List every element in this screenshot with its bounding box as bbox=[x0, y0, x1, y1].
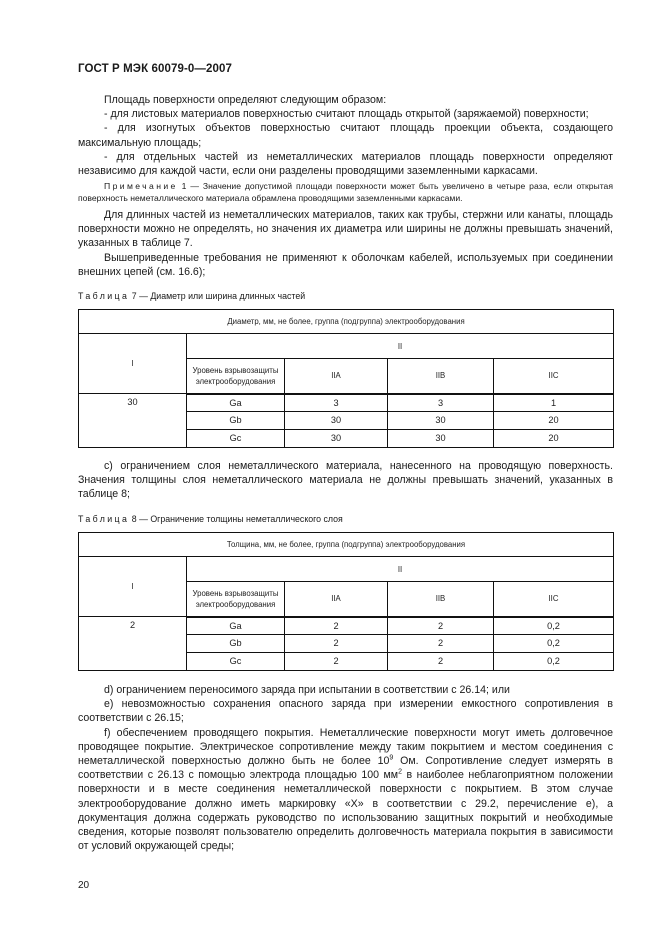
item-e-paragraph: е) невозможностью сохранения опасного заряда при измерении емкостного сопротивления в соответствии с 26.15; bbox=[78, 698, 613, 725]
table7-cell: 20 bbox=[494, 412, 614, 430]
note-1 bbox=[78, 180, 613, 204]
item-f-text-1: f) обеспечением проводящего покрытия. Неметаллические поверхности могут иметь долговечное проводящее покрытие. Электрическое сопротивление между таким покрытием и местом соединения с неметаллической поверхностью должно быть не более 10 bbox=[78, 726, 613, 768]
note-label: Примечание bbox=[104, 181, 178, 191]
table7-caption bbox=[78, 291, 305, 301]
table7-caption-label: Таблица bbox=[78, 291, 130, 301]
table7-subgroup-IIB: IIB bbox=[388, 359, 494, 394]
intro-bullet-sheet: - для листовых материалов поверхностью считают площадь открытой (заряжаемой) поверхности; bbox=[104, 108, 589, 121]
table8-cell: 0,2 bbox=[494, 617, 614, 635]
table-row bbox=[79, 394, 614, 412]
table7-cell: 30 bbox=[388, 412, 494, 430]
item-f-paragraph bbox=[78, 726, 613, 854]
table8-cell: 0,2 bbox=[494, 635, 614, 653]
item-c-section bbox=[78, 459, 613, 502]
table8-header: Толщина, мм, не более, группа (подгруппа) электрооборудования bbox=[79, 533, 614, 557]
table8-group-I: I bbox=[79, 557, 187, 617]
table-row bbox=[79, 617, 614, 635]
table7-caption-text: 7 — Диаметр или ширина длинных частей bbox=[129, 291, 306, 301]
items-d-e-f-section bbox=[78, 683, 613, 853]
table7-level: Gc bbox=[187, 430, 285, 448]
table8-cell: 2 bbox=[285, 635, 388, 653]
item-f-unit-superscript: 2 bbox=[398, 768, 402, 776]
table7-cell: 30 bbox=[388, 430, 494, 448]
table8-group-II: II bbox=[187, 557, 614, 582]
item-c-paragraph: с) ограничением слоя неметаллического материала, нанесенного на проводящую поверхность. Значения толщины слоя неметаллического материала не должны превышать значений, указанных в таблице 8; bbox=[78, 460, 613, 501]
table7-level: Gb bbox=[187, 412, 285, 430]
table8-subgroup-IIB: IIB bbox=[388, 582, 494, 617]
table8-level: Gb bbox=[187, 635, 285, 653]
table7-cell: 30 bbox=[285, 430, 388, 448]
cable-sheath-paragraph: Вышеприведенные требования не применяют к оболочкам кабелей, используемых при соединении внешних цепей (см. 16.6); bbox=[78, 251, 613, 278]
long-parts-section bbox=[78, 208, 613, 279]
table8-caption-text: 8 — Ограничение толщины неметаллического слоя bbox=[129, 514, 343, 524]
table7-cell: 3 bbox=[285, 394, 388, 412]
table-8 bbox=[78, 532, 614, 671]
table7-group-II: II bbox=[187, 334, 614, 359]
note-text: 1 — Значение допустимой площади поверхности может быть увеличено в четыре раза, если открытая поверхность неметаллического материала обрамлена проводящими заземленными каркасами. bbox=[78, 181, 613, 204]
intro-section bbox=[78, 93, 613, 178]
intro-paragraph: Площадь поверхности определяют следующим образом: bbox=[104, 94, 387, 106]
table8-cell: 2 bbox=[285, 617, 388, 635]
intro-bullet-curved: - для изогнутых объектов поверхностью считают площадь проекции объекта, создающего максимальную площадь; bbox=[78, 122, 613, 149]
table8-cell: 0,2 bbox=[494, 653, 614, 671]
item-f-text-3: в наиболее неблагоприятном положении поверхности и в месте соединения неметаллической поверхности с покрытием. В этом случае электрооборудование должно иметь маркировку «X» в соответствии с 29.2, перечисление е), а документация должна содержать руководство по использованию защитных покрытий и необходимые сведения, которые позволят пользователю определить долговечность материала покрытия в зависимости от условий окружающей среды; bbox=[78, 769, 614, 853]
table8-level: Gc bbox=[187, 653, 285, 671]
item-f-exponent: 9 bbox=[389, 754, 394, 762]
table7-group-I-value: 30 bbox=[79, 394, 187, 448]
table7-cell: 3 bbox=[388, 394, 494, 412]
table8-level: Ga bbox=[187, 617, 285, 635]
table-7 bbox=[78, 309, 614, 448]
table7-subgroup-IIC: IIC bbox=[494, 359, 614, 394]
document-header: ГОСТ Р МЭК 60079-0—2007 bbox=[78, 63, 232, 75]
table8-level-header: Уровень взрывозащиты электрооборудования bbox=[187, 582, 285, 617]
table8-caption bbox=[78, 514, 343, 524]
table7-subgroup-IIA: IIA bbox=[285, 359, 388, 394]
table8-subgroup-IIA: IIA bbox=[285, 582, 388, 617]
table8-subgroup-IIC: IIC bbox=[494, 582, 614, 617]
item-d-paragraph: d) ограничением переносимого заряда при испытании в соответствии с 26.14; или bbox=[104, 684, 510, 696]
page-number: 20 bbox=[78, 880, 90, 891]
table8-cell: 2 bbox=[388, 653, 494, 671]
long-parts-paragraph: Для длинных частей из неметаллических материалов, таких как трубы, стержни или канаты, площадь поверхности можно не определять, но значения их диаметра или ширины не должны превышать значений, указанных в таблице 7. bbox=[78, 209, 613, 250]
table8-cell: 2 bbox=[388, 617, 494, 635]
table8-cell: 2 bbox=[388, 635, 494, 653]
table8-group-I-value: 2 bbox=[79, 617, 187, 671]
table8-cell: 2 bbox=[285, 653, 388, 671]
table7-header: Диаметр, мм, не более, группа (подгруппа) электрооборудования bbox=[79, 310, 614, 334]
table7-cell: 1 bbox=[494, 394, 614, 412]
table7-level-header: Уровень взрывозащиты электрооборудования bbox=[187, 359, 285, 394]
table7-level: Ga bbox=[187, 394, 285, 412]
table8-caption-label: Таблица bbox=[78, 514, 130, 524]
intro-bullet-separate: - для отдельных частей из неметаллических материалов площадь поверхности определяют независимо для каждой части, если они разделены проводящими заземленными каркасами. bbox=[78, 150, 613, 178]
table7-group-I: I bbox=[79, 334, 187, 394]
item-f-text-2: Ом. Сопротивление следует измерять в соответствии с 26.13 с помощью электрода площадью 100 мм bbox=[78, 755, 613, 782]
table7-cell: 30 bbox=[285, 412, 388, 430]
table7-cell: 20 bbox=[494, 430, 614, 448]
